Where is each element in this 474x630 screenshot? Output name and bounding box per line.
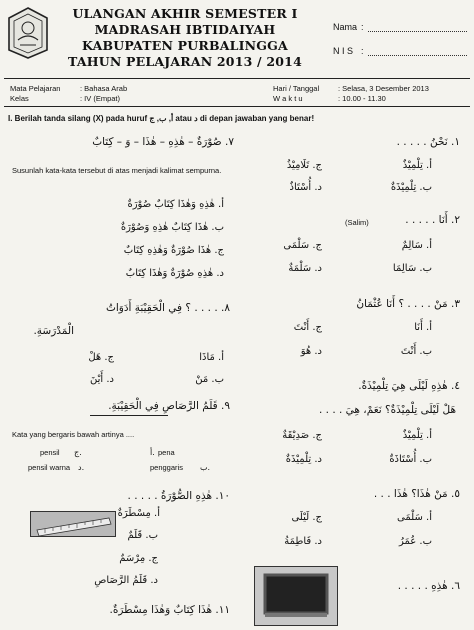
nis-field[interactable] (368, 43, 467, 56)
meta-divider (4, 106, 470, 107)
question-3-option-b[interactable]: ب. أَنْتَ (400, 346, 432, 357)
question-3: ٣. مَنْ . . . . ؟ أَنَا عُثْمَانُ (356, 298, 460, 310)
question-2-hint: (Salim) (345, 218, 369, 227)
question-8-option-b[interactable]: ب. مَنْ (195, 374, 224, 385)
question-7-option-b[interactable]: ب. هٰذَا كِتَابٌ هٰذِهِ وَصُوْرَةٌ (120, 222, 224, 233)
question-1-option-c[interactable]: ج. تَلَامِيْذُ (286, 160, 322, 171)
option-d-letter: د. (78, 463, 85, 472)
question-1-option-a[interactable]: أ. تِلْمِيْذٌ (402, 160, 432, 171)
question-4-line-2: هَلْ لَيْلَى تِلْمِيْذَةٌ؟ نَعَمْ، هِيَ . . . . (318, 404, 456, 416)
school-name: MADRASAH IBTIDAIYAH (94, 22, 276, 37)
question-9-option-a[interactable]: pena (158, 448, 175, 457)
time-label: W a k t u (273, 94, 303, 103)
question-5-option-c[interactable]: ج. لَيْلَى (291, 512, 322, 523)
question-7-option-c[interactable]: ج. هٰذَا صُوْرَةٌ وَهٰذِهِ كِتَابٌ (123, 245, 224, 256)
question-4-option-c[interactable]: ج. صَدِيْقَةٌ (282, 430, 322, 441)
question-1: ١. نَحْنُ . . . . . (396, 136, 460, 148)
question-10-option-c[interactable]: ج. مِرْسَمٌ (119, 553, 158, 564)
question-7: ٧. صُوْرَةٌ – هٰذِهِ – هٰذَا – وَ – كِتَابٌ (92, 136, 234, 148)
question-8-option-c[interactable]: ج. هَلْ (88, 352, 114, 363)
question-2-option-d[interactable]: د. سَلْمَةٌ (288, 263, 322, 274)
nis-label: N I S (333, 46, 354, 56)
option-c-letter: ج. (74, 448, 82, 457)
day-date-label: Hari / Tanggal (273, 84, 320, 93)
question-1-option-b[interactable]: ب. تِلْمِيْذَةٌ (390, 182, 432, 193)
header-divider (4, 78, 470, 79)
question-11: ١١. هٰذَا كِتَابٌ وَهٰذَا مِسْطَرَةٌ. (109, 604, 230, 616)
subject-label: Mata Pelajaran (10, 84, 61, 93)
question-7-instruction: Susunlah kata-kata tersebut di atas menjadi kalimat sempurna. (12, 166, 222, 175)
question-1-option-d[interactable]: د. أُسْتَاذٌ (289, 182, 322, 193)
question-4-option-a[interactable]: أ. تِلْمِيْذٌ (402, 430, 432, 441)
question-7-option-a[interactable]: أ. هٰذِهِ وَهٰذَا كِتَابٌ صُوْرَةٌ (127, 199, 224, 210)
ministry-emblem-logo (6, 6, 50, 60)
question-3-option-a[interactable]: أ. أَنَا (414, 322, 432, 333)
question-5-option-b[interactable]: ب. عُمَرُ (398, 536, 432, 547)
question-4-line-1: ٤. هٰذِهِ لَيْلَى هِيَ تِلْمِيْذَةٌ. (358, 380, 460, 392)
question-9-instruction: Kata yang bergaris bawah artinya .... (12, 430, 135, 439)
question-2-option-c[interactable]: ج. سَلْمَى (283, 240, 322, 251)
question-8-option-d[interactable]: د. أَيْنَ (90, 374, 114, 385)
question-5: ٥. مَنْ هٰذَا؟ هٰذَا . . . (373, 488, 460, 500)
question-5-option-d[interactable]: د. فَاطِمَةُ (284, 536, 322, 547)
question-9: ٩. قَلَمُ الرَّصَاصِ فِي الْحَقِيْبَةِ. (108, 400, 230, 412)
question-10-option-d[interactable]: د. قَلَمُ الرَّصَاصِ (94, 575, 158, 586)
option-b-letter: ب. (200, 463, 211, 472)
question-6: ٦. هٰذِهِ . . . . . (397, 580, 460, 592)
question-2-option-b[interactable]: ب. سَالِمَا (392, 263, 432, 274)
question-3-option-c[interactable]: ج. أَنْتَ (293, 322, 322, 333)
question-9-option-d[interactable]: pensil warna (28, 463, 71, 472)
question-2-option-a[interactable]: أ. سَالِمٌ (401, 240, 432, 251)
day-date-value: : Selasa, 3 Desember 2013 (338, 84, 429, 93)
subject-value: : Bahasa Arab (80, 84, 128, 93)
question-4-option-b[interactable]: ب. أُسْتَاذَةٌ (389, 454, 432, 465)
question-8-line-1: ٨. . . . . ؟ فِي الْحَقِيْبَةِ أَدَوَاتُ (105, 302, 230, 314)
question-9-option-c[interactable]: pensil (40, 448, 60, 457)
question-5-option-a[interactable]: أ. سَلْمَى (397, 512, 432, 523)
time-value: : 10.00 - 11.30 (338, 94, 386, 103)
question-9-underline (90, 415, 168, 416)
exam-title: ULANGAN AKHIR SEMESTER I (72, 6, 298, 21)
question-10-option-b[interactable]: ب. قَلَمٌ (127, 530, 158, 541)
question-8-option-a[interactable]: أ. مَاذَا (199, 352, 224, 363)
academic-year: TAHUN PELAJARAN 2013 / 2014 (68, 54, 302, 69)
student-identity-box: Nama : N I S : (333, 14, 467, 56)
class-label: Kelas (10, 94, 29, 103)
question-9-option-b[interactable]: penggaris (150, 463, 183, 472)
question-3-option-d[interactable]: د. هُوَ (300, 346, 322, 357)
nama-field[interactable] (368, 19, 467, 32)
district-name: KABUPATEN PURBALINGGA (82, 38, 288, 53)
question-10: ١٠. هٰذِهِ الصُّوْرَةُ . . . . . (127, 490, 230, 502)
option-a-letter: أ. (150, 448, 155, 457)
ruler-image (30, 511, 116, 537)
question-7-option-d[interactable]: د. هٰذِهِ صُوْرَةٌ وَهٰذَا كِتَابٌ (125, 268, 224, 279)
instruction: I. Berilah tanda silang (X) pada huruf أ, ب, ج atau د di depan jawaban yang benar! (8, 114, 315, 123)
exam-info (10, 84, 465, 104)
nama-label: Nama (333, 22, 358, 32)
question-8-line-2: الْمَدْرَسَةِ. (33, 325, 74, 337)
question-4-option-d[interactable]: د. تِلْمِيْذَةٌ (285, 454, 322, 465)
question-10-option-a[interactable]: أ. مِسْطَرَةٌ (117, 508, 160, 519)
chalkboard-image (254, 566, 338, 626)
class-value: : IV (Empat) (80, 94, 121, 103)
question-2: ٢. أَنَا . . . . . (405, 214, 460, 226)
